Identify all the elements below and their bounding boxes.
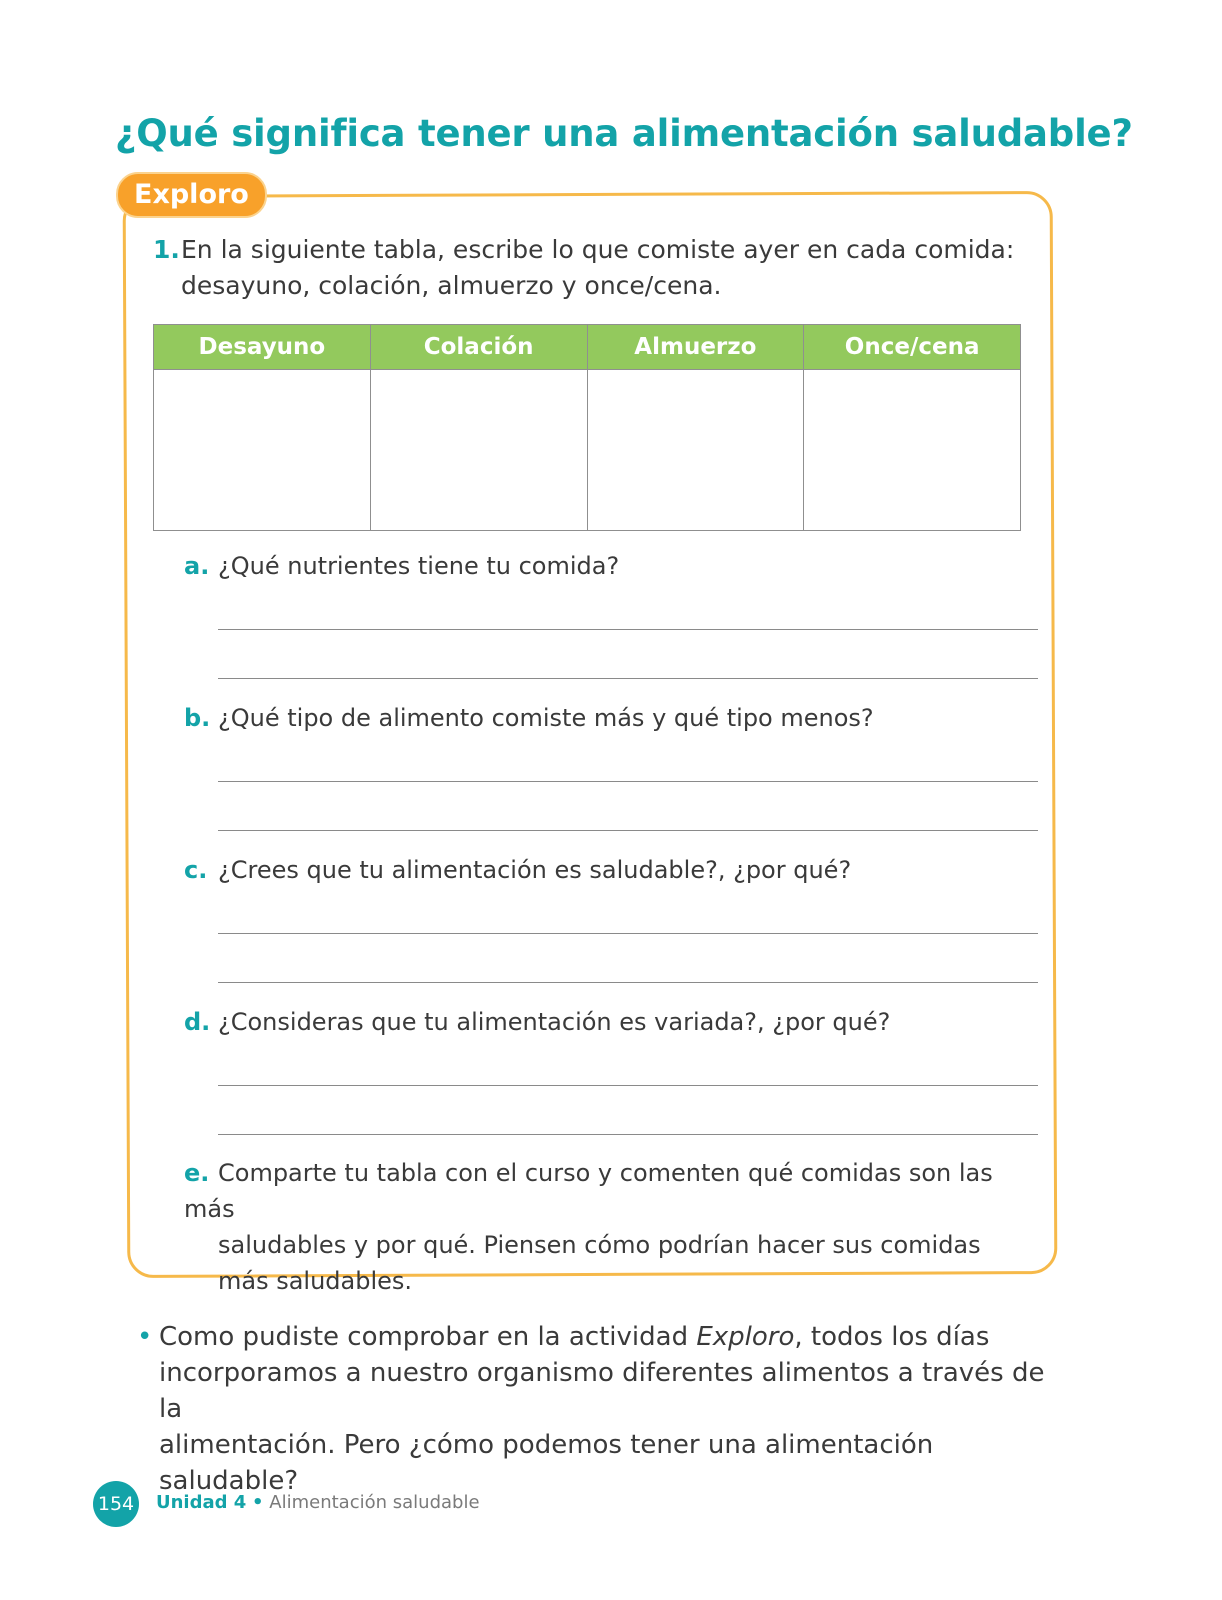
footer-unit-label (156, 1492, 480, 1513)
meals-table (153, 324, 1021, 531)
sub-question-d-letter: d. (184, 1008, 211, 1036)
closing-paragraph-line2: incorporamos a nuestro organismo diferentes alimentos a través de la (159, 1358, 1045, 1424)
closing-paragraph-line3: alimentación. Pero ¿cómo podemos tener una alimentación saludable? (159, 1430, 934, 1496)
sub-question-e-text-line2: saludables y por qué. Piensen cómo podrían hacer sus comidas (218, 1231, 981, 1259)
bullet-icon: • (137, 1322, 153, 1352)
answer-line-d2[interactable] (218, 1134, 1038, 1135)
answer-line-b2[interactable] (218, 830, 1038, 831)
footer-unit-title: Alimentación saludable (269, 1492, 480, 1513)
exploro-section-tab: Exploro (116, 172, 267, 218)
sub-question-d-text: ¿Consideras que tu alimentación es variada?, ¿por qué? (218, 1008, 891, 1036)
sub-question-b (184, 700, 1044, 736)
page-title: ¿Qué significa tener una alimentación saludable? (115, 112, 1133, 155)
sub-question-c (184, 852, 1044, 888)
sub-question-e-text-line1: Comparte tu tabla con el curso y comenten qué comidas son las más (184, 1159, 993, 1223)
footer-separator: • (252, 1492, 264, 1513)
sub-question-b-letter: b. (184, 704, 211, 732)
sub-question-d (184, 1004, 1044, 1040)
sub-question-e-letter: e. (184, 1159, 210, 1187)
question-1-number: 1. (153, 235, 180, 264)
closing-paragraph-line1-end: , todos los días (794, 1322, 990, 1352)
cell-desayuno[interactable] (154, 370, 371, 531)
sub-question-e (184, 1155, 1044, 1299)
answer-line-a1[interactable] (218, 629, 1038, 630)
sub-question-c-letter: c. (184, 856, 208, 884)
meals-table-answer-row (154, 370, 1021, 531)
header-once-cena: Once/cena (804, 325, 1021, 370)
cell-once-cena[interactable] (804, 370, 1021, 531)
header-desayuno: Desayuno (154, 325, 371, 370)
closing-paragraph-exploro-ref: Exploro (696, 1322, 795, 1352)
answer-line-b1[interactable] (218, 781, 1038, 782)
page-number-badge: 154 (93, 1481, 139, 1527)
answer-line-c2[interactable] (218, 982, 1038, 983)
sub-question-a-text: ¿Qué nutrientes tiene tu comida? (218, 552, 620, 580)
closing-paragraph (137, 1319, 1057, 1499)
meals-table-header-row (154, 325, 1021, 370)
answer-line-d1[interactable] (218, 1085, 1038, 1086)
header-almuerzo: Almuerzo (587, 325, 804, 370)
sub-question-b-text: ¿Qué tipo de alimento comiste más y qué tipo menos? (218, 704, 874, 732)
sub-question-a (184, 548, 1044, 584)
closing-paragraph-line1-start: Como pudiste comprobar en la actividad (159, 1322, 697, 1352)
cell-colacion[interactable] (370, 370, 587, 531)
answer-line-a2[interactable] (218, 678, 1038, 679)
question-1 (153, 232, 1033, 304)
question-1-text-line1: En la siguiente tabla, escribe lo que comiste ayer en cada comida: (181, 235, 1015, 264)
sub-question-a-letter: a. (184, 552, 210, 580)
question-1-text-line2: desayuno, colación, almuerzo y once/cena. (181, 271, 722, 300)
cell-almuerzo[interactable] (587, 370, 804, 531)
footer-unit: Unidad 4 (156, 1492, 247, 1513)
sub-question-e-text-line3: más saludables. (218, 1267, 413, 1295)
answer-line-c1[interactable] (218, 933, 1038, 934)
sub-question-c-text: ¿Crees que tu alimentación es saludable?, ¿por qué? (218, 856, 852, 884)
header-colacion: Colación (370, 325, 587, 370)
